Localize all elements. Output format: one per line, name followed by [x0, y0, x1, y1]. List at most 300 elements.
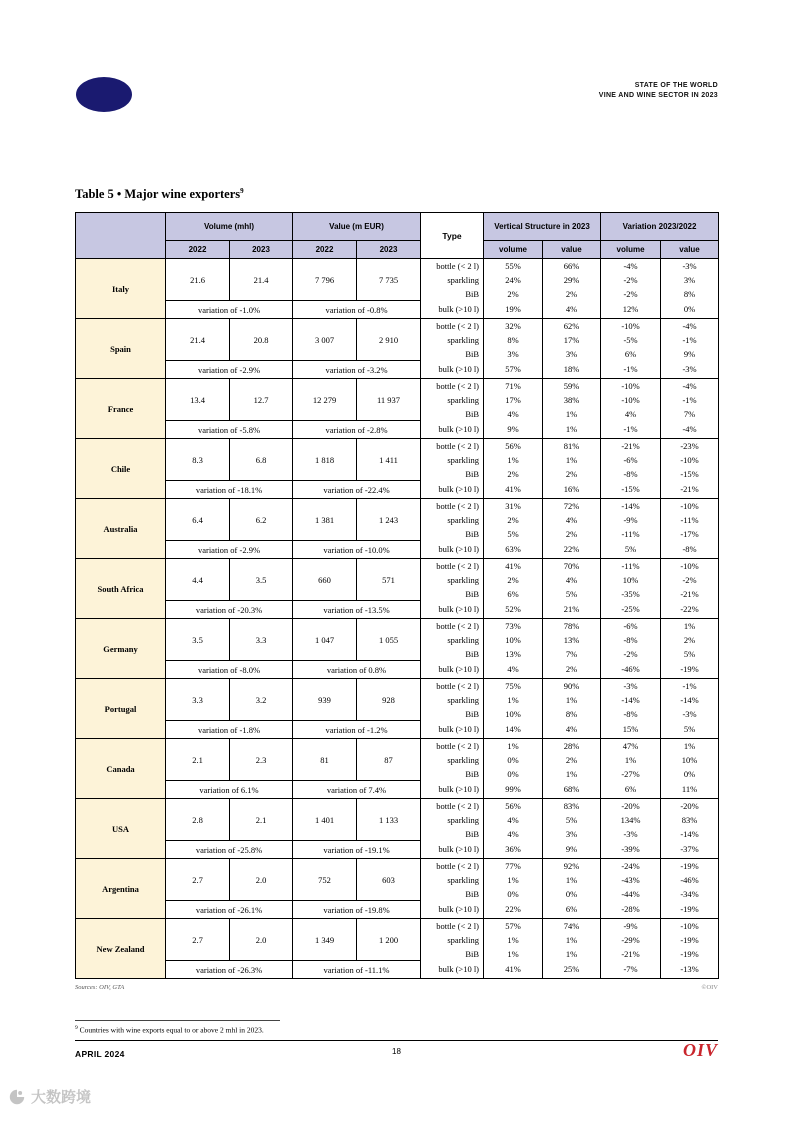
type-label: BiB	[421, 887, 484, 901]
value-2022-value: 1 381	[293, 499, 357, 541]
variation-volume-pct: -4%	[601, 259, 661, 273]
value-variation: variation of -10.0%	[293, 541, 421, 559]
vertical-structure-value: 1%	[543, 947, 601, 961]
volume-2022-value: 2.1	[166, 739, 230, 781]
vertical-structure-value: 74%	[543, 919, 601, 933]
volume-2023-value: 3.2	[230, 679, 293, 721]
table-row	[76, 361, 719, 379]
type-label: BiB	[421, 647, 484, 661]
variation-volume-pct: -28%	[601, 901, 661, 919]
vertical-structure-value: 2%	[543, 527, 601, 541]
variation-value-pct: 7%	[661, 407, 719, 421]
vertical-structure-volume: 36%	[484, 841, 543, 859]
vertical-structure-volume: 77%	[484, 859, 543, 873]
variation-volume-pct: 134%	[601, 813, 661, 827]
vertical-structure-volume: 2%	[484, 513, 543, 527]
value-variation: variation of -11.1%	[293, 961, 421, 979]
variation-volume-pct: -27%	[601, 767, 661, 781]
variation-volume-pct: 6%	[601, 781, 661, 799]
table-title-footnote-ref: 9	[240, 187, 244, 195]
vertical-structure-value: 2%	[543, 467, 601, 481]
variation-value-pct: -3%	[661, 361, 719, 379]
volume-variation: variation of -26.3%	[166, 961, 293, 979]
country-name: USA	[76, 799, 166, 859]
variation-value-pct: -10%	[661, 919, 719, 933]
variation-value-pct: -10%	[661, 453, 719, 467]
variation-value-pct: 2%	[661, 633, 719, 647]
variation-value-pct: -4%	[661, 379, 719, 393]
variation-value-pct: -19%	[661, 901, 719, 919]
vertical-structure-value: 28%	[543, 739, 601, 753]
variation-volume-pct: -1%	[601, 361, 661, 379]
value-2023-value: 1 243	[357, 499, 421, 541]
variation-volume-pct: -43%	[601, 873, 661, 887]
vertical-structure-group-header: Vertical Structure in 2023	[484, 213, 601, 241]
value-2022-value: 660	[293, 559, 357, 601]
variation-volume-pct: -3%	[601, 679, 661, 693]
vertical-structure-value: 5%	[543, 813, 601, 827]
vertical-structure-value: 7%	[543, 647, 601, 661]
vertical-structure-value: 38%	[543, 393, 601, 407]
variation-value-pct: -19%	[661, 933, 719, 947]
vertical-structure-volume: 1%	[484, 947, 543, 961]
type-label: sparkling	[421, 333, 484, 347]
variation-volume-pct: -11%	[601, 527, 661, 541]
vertical-structure-value: 0%	[543, 887, 601, 901]
variation-volume-pct: 6%	[601, 347, 661, 361]
value-2023-value: 11 937	[357, 379, 421, 421]
type-label: sparkling	[421, 633, 484, 647]
volume-2023-value: 12.7	[230, 379, 293, 421]
volume-2023-value: 3.3	[230, 619, 293, 661]
vertical-structure-value: 78%	[543, 619, 601, 633]
volume-variation: variation of 6.1%	[166, 781, 293, 799]
type-label: BiB	[421, 827, 484, 841]
table-row	[76, 781, 719, 799]
value-2023-value: 1 133	[357, 799, 421, 841]
table-row	[76, 319, 719, 333]
variation-volume-pct: 47%	[601, 739, 661, 753]
vertical-structure-value: 4%	[543, 573, 601, 587]
volume-variation: variation of -18.1%	[166, 481, 293, 499]
variation-volume-pct: -2%	[601, 287, 661, 301]
type-label: bottle (< 2 l)	[421, 319, 484, 333]
variation-volume-pct: 4%	[601, 407, 661, 421]
type-label: sparkling	[421, 393, 484, 407]
vertical-structure-volume: 4%	[484, 827, 543, 841]
variation-value-pct: -1%	[661, 393, 719, 407]
table-row	[76, 721, 719, 739]
table-row	[76, 919, 719, 933]
volume-variation: variation of -5.8%	[166, 421, 293, 439]
variation-volume-pct: -14%	[601, 693, 661, 707]
value-variation: variation of -19.8%	[293, 901, 421, 919]
header-line1: STATE OF THE WORLD	[634, 82, 718, 89]
variation-volume-pct: -15%	[601, 481, 661, 499]
value-2022-value: 3 007	[293, 319, 357, 361]
value-2023-value: 2 910	[357, 319, 421, 361]
table-footer-notes	[75, 984, 718, 991]
footnote	[75, 1025, 264, 1035]
type-label: bottle (< 2 l)	[421, 859, 484, 873]
variation-volume-pct: -6%	[601, 453, 661, 467]
vertical-structure-value: 68%	[543, 781, 601, 799]
variation-volume-pct: 15%	[601, 721, 661, 739]
volume-variation: variation of -8.0%	[166, 661, 293, 679]
variation-value-pct: -19%	[661, 661, 719, 679]
variation-value-pct: 83%	[661, 813, 719, 827]
variation-volume-pct: -2%	[601, 647, 661, 661]
variation-value-pct: -23%	[661, 439, 719, 453]
variation-value-pct: 5%	[661, 721, 719, 739]
vertical-structure-volume: 75%	[484, 679, 543, 693]
variation-volume-pct: -44%	[601, 887, 661, 901]
variation-value-pct: -19%	[661, 947, 719, 961]
type-label: sparkling	[421, 813, 484, 827]
vertical-structure-volume: 1%	[484, 873, 543, 887]
table-row	[76, 679, 719, 693]
volume-2022-value: 2.7	[166, 919, 230, 961]
vertical-structure-value: 3%	[543, 347, 601, 361]
report-header	[599, 81, 718, 101]
country-column-header	[76, 213, 166, 259]
variation-volume-pct: -3%	[601, 827, 661, 841]
vertical-structure-volume: 0%	[484, 767, 543, 781]
volume-2022-value: 3.3	[166, 679, 230, 721]
vertical-structure-volume: 2%	[484, 573, 543, 587]
table-row	[76, 421, 719, 439]
variation-volume-pct: -21%	[601, 439, 661, 453]
volume-2023-value: 2.0	[230, 859, 293, 901]
vertical-structure-volume: 1%	[484, 693, 543, 707]
vertical-structure-volume: 56%	[484, 439, 543, 453]
value-2023-value: 928	[357, 679, 421, 721]
variation-value-pct: 3%	[661, 273, 719, 287]
copyright-note: ©OIV	[701, 984, 718, 991]
type-label: sparkling	[421, 453, 484, 467]
variation-volume-pct: -46%	[601, 661, 661, 679]
variation-volume-pct: -14%	[601, 499, 661, 513]
vertical-structure-value: 1%	[543, 421, 601, 439]
footnote-divider	[75, 1020, 280, 1021]
country-name: Chile	[76, 439, 166, 499]
country-name: Germany	[76, 619, 166, 679]
vertical-structure-volume: 1%	[484, 739, 543, 753]
country-name: Spain	[76, 319, 166, 379]
variation-value-pct: 1%	[661, 619, 719, 633]
variation-volume-pct: -39%	[601, 841, 661, 859]
country-name: Italy	[76, 259, 166, 319]
table-row	[76, 799, 719, 813]
value-variation: variation of 7.4%	[293, 781, 421, 799]
vertical-structure-volume: 57%	[484, 919, 543, 933]
vertical-structure-value: 21%	[543, 601, 601, 619]
variation-volume-pct: -7%	[601, 961, 661, 979]
type-label: bottle (< 2 l)	[421, 559, 484, 573]
variation-value-pct: 8%	[661, 287, 719, 301]
vertical-structure-value: 17%	[543, 333, 601, 347]
vertical-structure-value: 2%	[543, 287, 601, 301]
value-2023-value: 7 735	[357, 259, 421, 301]
table-title-text: Table 5 • Major wine exporters	[75, 187, 241, 202]
type-label: bottle (< 2 l)	[421, 619, 484, 633]
vertical-structure-volume: 8%	[484, 333, 543, 347]
variation-value-pct: -3%	[661, 707, 719, 721]
vertical-structure-volume: 9%	[484, 421, 543, 439]
vertical-structure-volume: 4%	[484, 661, 543, 679]
variation-value-pct: -4%	[661, 319, 719, 333]
footer-divider	[75, 1040, 718, 1041]
vertical-structure-volume: 31%	[484, 499, 543, 513]
value-2022-value: 1 818	[293, 439, 357, 481]
vertical-structure-volume: 13%	[484, 647, 543, 661]
vertical-structure-value: 9%	[543, 841, 601, 859]
vertical-structure-volume: 41%	[484, 961, 543, 979]
value-2022-value: 7 796	[293, 259, 357, 301]
value-2023-value: 87	[357, 739, 421, 781]
variation-volume-pct: 12%	[601, 301, 661, 319]
vertical-structure-volume: 71%	[484, 379, 543, 393]
vs-value-header: value	[543, 241, 601, 259]
variation-value-pct: -21%	[661, 481, 719, 499]
variation-value-pct: -21%	[661, 587, 719, 601]
volume-variation: variation of -26.1%	[166, 901, 293, 919]
table-row	[76, 559, 719, 573]
type-label: bulk (>10 l)	[421, 541, 484, 559]
type-label: bulk (>10 l)	[421, 601, 484, 619]
type-label: BiB	[421, 947, 484, 961]
watermark-logo-icon	[8, 1088, 26, 1106]
type-label: BiB	[421, 407, 484, 421]
volume-variation: variation of -2.9%	[166, 361, 293, 379]
vertical-structure-value: 2%	[543, 661, 601, 679]
type-label: bottle (< 2 l)	[421, 499, 484, 513]
type-label: bottle (< 2 l)	[421, 379, 484, 393]
type-label: bottle (< 2 l)	[421, 259, 484, 273]
variation-volume-pct: -8%	[601, 467, 661, 481]
type-label: sparkling	[421, 753, 484, 767]
type-label: sparkling	[421, 873, 484, 887]
table-header-row	[76, 213, 719, 241]
variation-volume-pct: -24%	[601, 859, 661, 873]
type-column-header: Type	[421, 213, 484, 259]
vertical-structure-volume: 1%	[484, 933, 543, 947]
value-2023-value: 1 055	[357, 619, 421, 661]
vertical-structure-volume: 14%	[484, 721, 543, 739]
var-volume-header: volume	[601, 241, 661, 259]
volume-2022-value: 13.4	[166, 379, 230, 421]
variation-value-pct: 1%	[661, 739, 719, 753]
country-name: France	[76, 379, 166, 439]
variation-value-pct: -14%	[661, 693, 719, 707]
value-2023-value: 1 200	[357, 919, 421, 961]
table-row	[76, 661, 719, 679]
variation-volume-pct: -8%	[601, 633, 661, 647]
variation-volume-pct: 10%	[601, 573, 661, 587]
variation-volume-pct: -1%	[601, 421, 661, 439]
type-label: bottle (< 2 l)	[421, 919, 484, 933]
vertical-structure-value: 1%	[543, 767, 601, 781]
table-row	[76, 379, 719, 393]
vertical-structure-volume: 22%	[484, 901, 543, 919]
country-name: Argentina	[76, 859, 166, 919]
volume-2023-value: 2.1	[230, 799, 293, 841]
value-variation: variation of 0.8%	[293, 661, 421, 679]
volume-2022-value: 4.4	[166, 559, 230, 601]
variation-value-pct: -22%	[661, 601, 719, 619]
vertical-structure-volume: 41%	[484, 481, 543, 499]
value-variation: variation of -0.8%	[293, 301, 421, 319]
variation-value-pct: -8%	[661, 541, 719, 559]
vs-volume-header: volume	[484, 241, 543, 259]
value-2022-value: 1 047	[293, 619, 357, 661]
volume-group-header: Volume (mhl)	[166, 213, 293, 241]
vertical-structure-value: 1%	[543, 933, 601, 947]
volume-variation: variation of -1.8%	[166, 721, 293, 739]
vertical-structure-value: 66%	[543, 259, 601, 273]
value-2022-header: 2022	[293, 241, 357, 259]
volume-2022-value: 2.8	[166, 799, 230, 841]
volume-2022-value: 6.4	[166, 499, 230, 541]
variation-value-pct: -3%	[661, 259, 719, 273]
vertical-structure-value: 8%	[543, 707, 601, 721]
type-label: BiB	[421, 767, 484, 781]
variation-value-pct: 0%	[661, 767, 719, 781]
table-row	[76, 541, 719, 559]
variation-volume-pct: -11%	[601, 559, 661, 573]
type-label: bottle (< 2 l)	[421, 799, 484, 813]
variation-value-pct: -1%	[661, 679, 719, 693]
variation-value-pct: -17%	[661, 527, 719, 541]
type-label: BiB	[421, 287, 484, 301]
vertical-structure-volume: 10%	[484, 633, 543, 647]
volume-2022-value: 3.5	[166, 619, 230, 661]
volume-variation: variation of -2.9%	[166, 541, 293, 559]
variation-value-pct: -37%	[661, 841, 719, 859]
variation-volume-pct: -10%	[601, 379, 661, 393]
vertical-structure-volume: 41%	[484, 559, 543, 573]
vertical-structure-volume: 52%	[484, 601, 543, 619]
volume-2023-value: 3.5	[230, 559, 293, 601]
vertical-structure-volume: 1%	[484, 453, 543, 467]
watermark	[8, 1086, 91, 1107]
footnote-marker: 9	[75, 1025, 78, 1031]
volume-2023-value: 2.3	[230, 739, 293, 781]
volume-2022-value: 8.3	[166, 439, 230, 481]
type-label: sparkling	[421, 573, 484, 587]
variation-value-pct: -14%	[661, 827, 719, 841]
type-label: BiB	[421, 467, 484, 481]
vertical-structure-value: 1%	[543, 873, 601, 887]
value-2022-value: 81	[293, 739, 357, 781]
variation-value-pct: -10%	[661, 559, 719, 573]
vertical-structure-volume: 0%	[484, 753, 543, 767]
variation-value-pct: -11%	[661, 513, 719, 527]
vertical-structure-value: 29%	[543, 273, 601, 287]
type-label: bulk (>10 l)	[421, 661, 484, 679]
vertical-structure-volume: 57%	[484, 361, 543, 379]
type-label: bulk (>10 l)	[421, 961, 484, 979]
table-row	[76, 901, 719, 919]
variation-value-pct: -4%	[661, 421, 719, 439]
variation-volume-pct: -25%	[601, 601, 661, 619]
variation-volume-pct: 1%	[601, 753, 661, 767]
type-label: bulk (>10 l)	[421, 421, 484, 439]
vertical-structure-value: 4%	[543, 301, 601, 319]
vertical-structure-value: 2%	[543, 753, 601, 767]
oiv-footer-wordmark: OIV	[682, 1040, 718, 1060]
vertical-structure-value: 6%	[543, 901, 601, 919]
value-variation: variation of -3.2%	[293, 361, 421, 379]
value-2022-value: 12 279	[293, 379, 357, 421]
variation-value-pct: -46%	[661, 873, 719, 887]
vertical-structure-volume: 63%	[484, 541, 543, 559]
type-label: BiB	[421, 347, 484, 361]
country-name: Portugal	[76, 679, 166, 739]
header-line2: VINE AND WINE SECTOR IN 2023	[598, 92, 718, 99]
variation-value-pct: -34%	[661, 887, 719, 901]
variation-value-pct: 10%	[661, 753, 719, 767]
value-variation: variation of -22.4%	[293, 481, 421, 499]
table-row	[76, 859, 719, 873]
vertical-structure-value: 90%	[543, 679, 601, 693]
vertical-structure-volume: 10%	[484, 707, 543, 721]
major-wine-exporters-table	[75, 212, 719, 979]
value-variation: variation of -13.5%	[293, 601, 421, 619]
value-2023-header: 2023	[357, 241, 421, 259]
vertical-structure-value: 16%	[543, 481, 601, 499]
type-label: bottle (< 2 l)	[421, 439, 484, 453]
vertical-structure-volume: 6%	[484, 587, 543, 601]
vertical-structure-volume: 32%	[484, 319, 543, 333]
var-value-header: value	[661, 241, 719, 259]
vertical-structure-volume: 0%	[484, 887, 543, 901]
sources-note: Sources: OIV, GTA	[75, 984, 125, 991]
type-label: BiB	[421, 527, 484, 541]
country-name: Australia	[76, 499, 166, 559]
variation-volume-pct: -21%	[601, 947, 661, 961]
vertical-structure-value: 1%	[543, 407, 601, 421]
value-2022-value: 1 401	[293, 799, 357, 841]
variation-value-pct: 0%	[661, 301, 719, 319]
type-label: bulk (>10 l)	[421, 301, 484, 319]
vertical-structure-value: 25%	[543, 961, 601, 979]
variation-volume-pct: -9%	[601, 513, 661, 527]
variation-volume-pct: -5%	[601, 333, 661, 347]
volume-2023-value: 21.4	[230, 259, 293, 301]
variation-value-pct: -2%	[661, 573, 719, 587]
volume-variation: variation of -25.8%	[166, 841, 293, 859]
variation-volume-pct: -29%	[601, 933, 661, 947]
vertical-structure-volume: 99%	[484, 781, 543, 799]
volume-2022-value: 21.6	[166, 259, 230, 301]
watermark-text: 大数跨境	[31, 1088, 92, 1106]
oiv-logo	[76, 77, 132, 112]
vertical-structure-volume: 73%	[484, 619, 543, 633]
vertical-structure-value: 59%	[543, 379, 601, 393]
type-label: bottle (< 2 l)	[421, 679, 484, 693]
value-variation: variation of -19.1%	[293, 841, 421, 859]
variation-volume-pct: -20%	[601, 799, 661, 813]
type-label: bulk (>10 l)	[421, 361, 484, 379]
vertical-structure-value: 3%	[543, 827, 601, 841]
volume-2023-value: 20.8	[230, 319, 293, 361]
country-name: Canada	[76, 739, 166, 799]
table-row	[76, 601, 719, 619]
vertical-structure-value: 5%	[543, 587, 601, 601]
vertical-structure-volume: 5%	[484, 527, 543, 541]
vertical-structure-value: 81%	[543, 439, 601, 453]
